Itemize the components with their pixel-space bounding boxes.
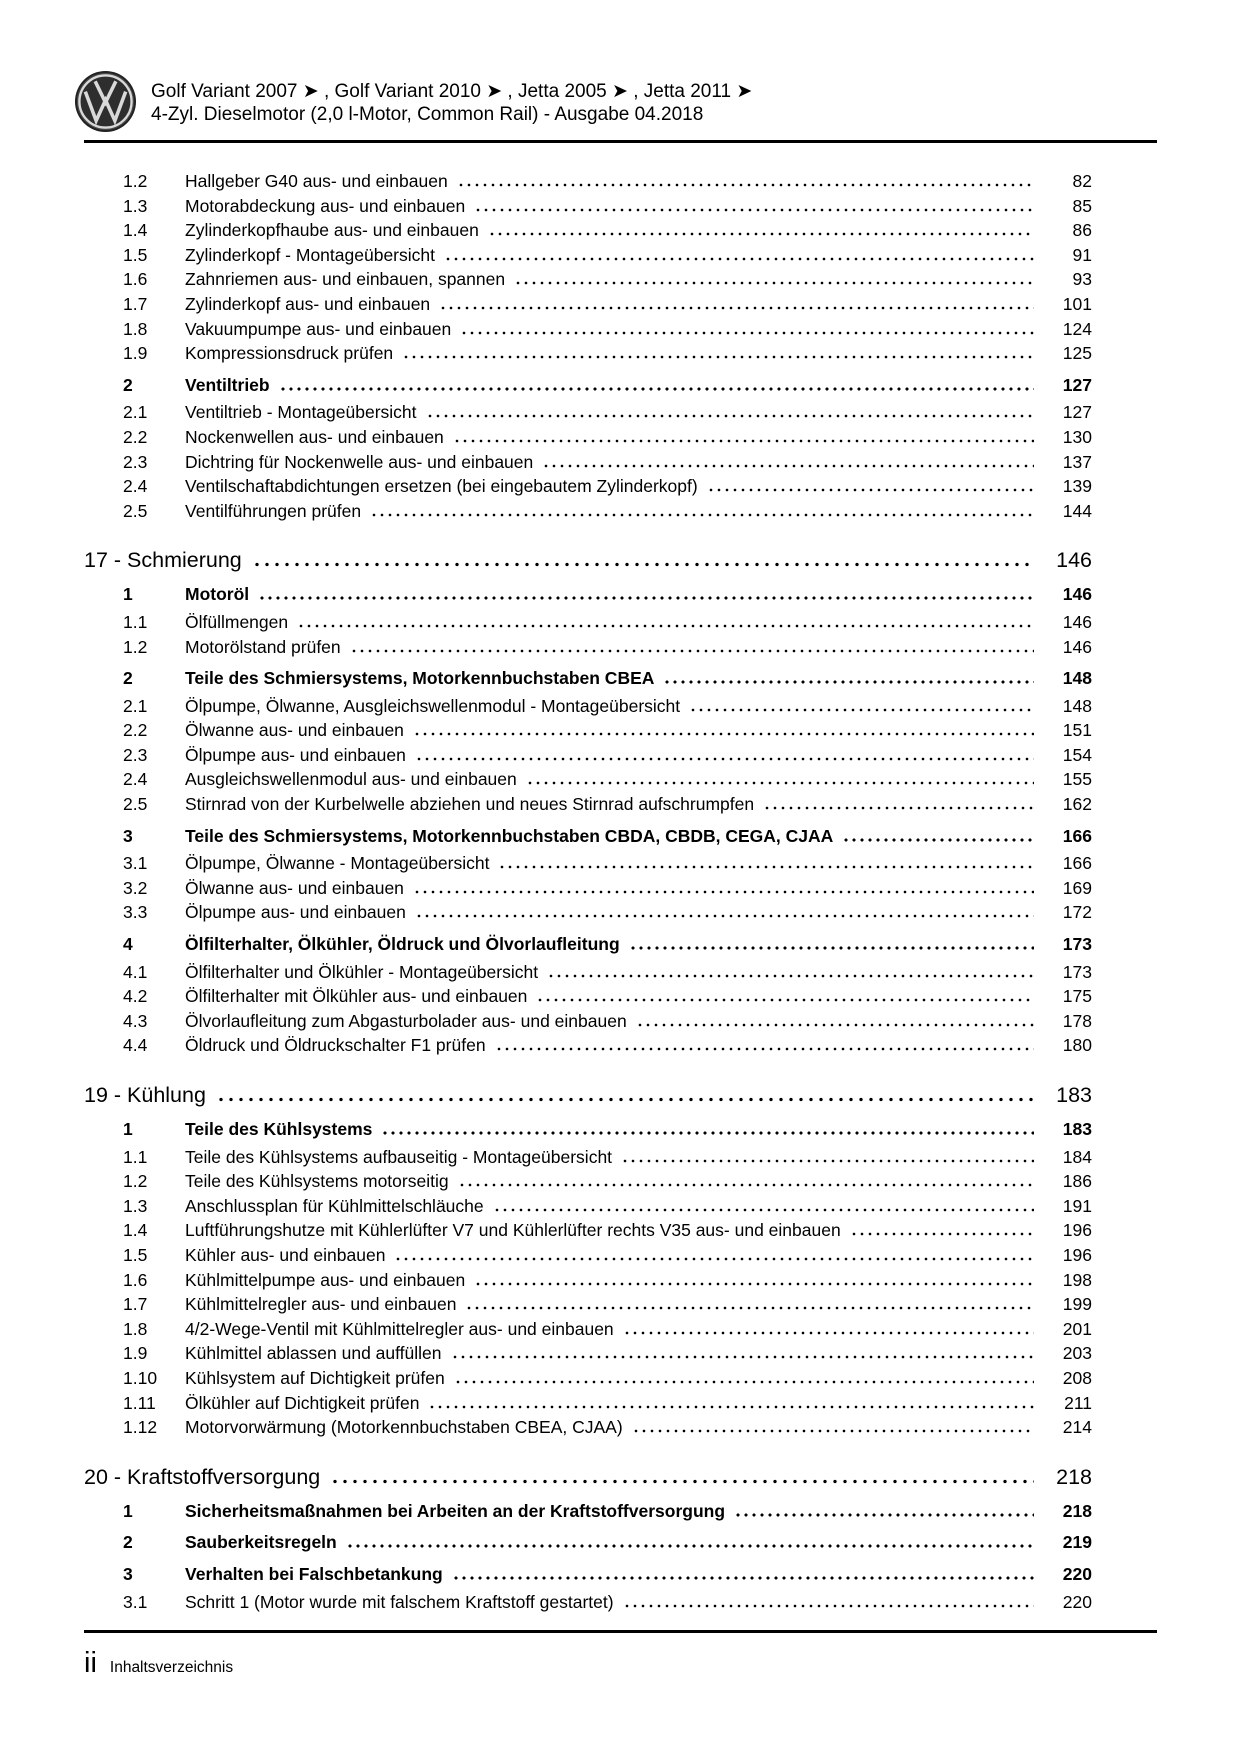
toc-entry: [84, 1391, 1092, 1416]
entry-number: 3: [123, 825, 133, 846]
toc-entry: [84, 218, 1092, 243]
entry-title: Ausgleichswellenmodul aus- und einbauen: [185, 769, 517, 790]
entry-number: 1.4: [123, 220, 148, 241]
entry-number: 3: [123, 1563, 133, 1584]
entry-page-number: 199: [1062, 1294, 1092, 1315]
entry-title: Ölfüllmengen: [185, 611, 289, 632]
entry-number: 1.2: [123, 171, 148, 191]
dot-leader: [451, 1355, 1034, 1359]
entry-number: 1: [123, 1119, 133, 1139]
entry-number: 1.1: [123, 611, 148, 632]
dot-leader: [526, 781, 1034, 785]
toc-entry: [84, 1562, 1092, 1587]
entry-number: 2: [123, 668, 133, 689]
entry-number: 1.1: [123, 1146, 148, 1167]
dot-leader: [350, 649, 1034, 653]
entry-title: Nockenwellen aus- und einbauen: [185, 426, 444, 447]
dot-leader: [460, 331, 1034, 335]
entry-page-number: 127: [1062, 402, 1092, 423]
entry-title: Ölfilterhalter und Ölkühler - Montageübersicht: [185, 961, 539, 982]
entry-title: Kühlmittelpumpe aus- und einbauen: [185, 1269, 466, 1290]
dot-leader: [458, 1183, 1034, 1187]
toc-entry: [84, 900, 1092, 925]
entry-number: 1.12: [123, 1417, 158, 1438]
entry-page-number: 166: [1062, 853, 1092, 874]
dot-leader: [297, 624, 1034, 628]
toc-entry: [84, 876, 1092, 901]
entry-page-number: 151: [1062, 720, 1092, 741]
toc-entry: [84, 1590, 1092, 1615]
entry-page-number: 146: [1062, 584, 1092, 605]
toc-entry: [84, 1218, 1092, 1243]
dot-leader: [413, 890, 1034, 894]
toc-entry: [84, 267, 1092, 292]
entry-number: 1.5: [123, 1244, 148, 1265]
toc-entry: [84, 792, 1092, 817]
dot-leader: [542, 464, 1034, 468]
toc-entry: [84, 1292, 1092, 1317]
entry-title: Ventiltrieb: [185, 374, 270, 395]
entry-title: Teile des Schmiersystems, Motorkennbuchstaben CBEA: [185, 668, 655, 689]
entry-page-number: 201: [1062, 1318, 1092, 1339]
entry-title: Motorabdeckung aus- und einbauen: [185, 195, 466, 216]
dot-leader: [689, 708, 1034, 712]
toc-entry: [84, 450, 1092, 475]
dot-leader: [465, 1306, 1034, 1310]
toc-entry: [84, 1243, 1092, 1268]
entry-page-number: 178: [1062, 1010, 1092, 1031]
entry-page-number: 175: [1062, 986, 1092, 1007]
entry-page-number: 85: [1072, 195, 1092, 216]
entry-number: 3.1: [123, 1591, 148, 1612]
toc-entry: [84, 474, 1092, 499]
entry-number: 1.7: [123, 1294, 148, 1315]
section-page-number: 218: [1056, 1464, 1092, 1489]
entry-number: 2.4: [123, 476, 148, 497]
entry-title: Sicherheitsmaßnahmen bei Arbeiten an der Kraftstoffversorgung: [185, 1500, 726, 1521]
dot-leader: [493, 1208, 1034, 1212]
header-engine-line: 4-Zyl. Dieselmotor (2,0 l-Motor, Common Rail) - Ausgabe 04.2018: [151, 103, 704, 125]
entry-page-number: 172: [1062, 902, 1092, 923]
entry-page-number: 166: [1062, 825, 1092, 846]
toc-entry: [84, 824, 1092, 849]
entry-number: 1: [123, 584, 133, 605]
entry-page-number: 169: [1062, 877, 1092, 898]
dot-leader: [415, 757, 1034, 761]
entry-page-number: 130: [1062, 426, 1092, 447]
entry-number: 2: [123, 374, 133, 395]
entry-number: 2.4: [123, 769, 148, 790]
toc-entry: [84, 984, 1092, 1009]
entry-number: 2.2: [123, 426, 148, 447]
entry-page-number: 196: [1062, 1220, 1092, 1241]
entry-page-number: 220: [1062, 1591, 1092, 1612]
entry-number: 2.3: [123, 744, 148, 765]
toc-entry: [84, 1317, 1092, 1342]
entry-page-number: 154: [1062, 744, 1092, 765]
toc-entry: [84, 635, 1092, 660]
section-title: 17 - Schmierung: [84, 548, 242, 573]
dot-leader: [457, 183, 1034, 187]
toc-entry: [84, 694, 1092, 719]
entry-title: Ventilschaftabdichtungen ersetzen (bei eingebautem Zylinderkopf): [185, 476, 698, 497]
entry-title: Motorölstand prüfen: [185, 636, 341, 657]
entry-title: Ölfilterhalter, Ölkühler, Öldruck und Ölvorlaufleitung: [185, 934, 620, 955]
entry-page-number: 208: [1062, 1367, 1092, 1388]
toc-entry: [84, 292, 1092, 317]
entry-number: 2.3: [123, 451, 148, 472]
dot-leader: [623, 1331, 1034, 1335]
toc-entry: [84, 718, 1092, 743]
entry-page-number: 93: [1072, 269, 1092, 290]
entry-number: 1.9: [123, 1343, 148, 1364]
document-title: [151, 78, 752, 126]
toc-entry: [84, 1499, 1092, 1524]
section-title: 19 - Kühlung: [84, 1083, 206, 1107]
toc-entry: [84, 243, 1092, 268]
entry-title: Schritt 1 (Motor wurde mit falschem Kraftstoff gestartet): [185, 1591, 614, 1612]
entry-title: Kühlsystem auf Dichtigkeit prüfen: [185, 1367, 445, 1388]
dot-leader: [426, 414, 1034, 418]
toc-entry: [84, 1117, 1092, 1142]
dot-leader: [495, 1047, 1034, 1051]
entry-title: Teile des Kühlsystems aufbauseitig - Montageübersicht: [185, 1146, 613, 1167]
entry-page-number: 101: [1062, 293, 1092, 314]
toc-entry: [84, 932, 1092, 957]
entry-title: Ölwanne aus- und einbauen: [185, 720, 404, 741]
dot-leader: [346, 1544, 1034, 1548]
dot-leader: [636, 1023, 1034, 1027]
entry-number: 4.1: [123, 961, 148, 982]
dot-leader: [707, 488, 1034, 492]
entry-number: 1.5: [123, 244, 148, 265]
dot-leader: [850, 1232, 1034, 1236]
dot-leader: [370, 513, 1034, 517]
entry-page-number: 219: [1062, 1532, 1092, 1553]
entry-title: Stirnrad von der Kurbelwelle abziehen und neues Stirnrad aufschrumpfen: [185, 794, 755, 815]
entry-title: Ventilführungen prüfen: [185, 500, 362, 521]
section-page-number: 183: [1056, 1083, 1092, 1107]
entry-number: 1: [123, 1500, 133, 1521]
entry-title: Zylinderkopfhaube aus- und einbauen: [185, 220, 479, 241]
dot-leader: [279, 387, 1034, 391]
entry-page-number: 144: [1062, 500, 1092, 521]
dot-leader: [632, 1429, 1034, 1433]
dot-leader: [514, 281, 1034, 285]
entry-title: Ölfilterhalter mit Ölkühler aus- und einbauen: [185, 986, 528, 1007]
header-divider: [84, 140, 1157, 143]
entry-title: Verhalten bei Falschbetankung: [185, 1563, 443, 1584]
entry-title: Ventiltrieb - Montageübersicht: [185, 402, 417, 423]
dot-leader: [536, 998, 1034, 1002]
toc-entry: [84, 1530, 1092, 1555]
toc-entry: [84, 960, 1092, 985]
dot-leader: [474, 1282, 1034, 1286]
entry-number: 1.3: [123, 1195, 148, 1216]
entry-number: 1.7: [123, 293, 148, 314]
entry-title: Teile des Kühlsystems motorseitig: [185, 1171, 449, 1192]
footer-page-number: ii: [84, 1647, 97, 1680]
dot-leader: [394, 1257, 1034, 1261]
toc-entry: [84, 1169, 1092, 1194]
entry-page-number: 173: [1062, 961, 1092, 982]
section-title: 20 - Kraftstoffversorgung: [84, 1464, 321, 1489]
entry-title: Kühler aus- und einbauen: [185, 1244, 386, 1265]
entry-title: Zahnriemen aus- und einbauen, spannen: [185, 269, 506, 290]
toc-entry: [84, 1145, 1092, 1170]
entry-page-number: 180: [1062, 1035, 1092, 1056]
entry-number: 2: [123, 1532, 133, 1553]
entry-page-number: 211: [1064, 1392, 1092, 1413]
entry-page-number: 186: [1062, 1171, 1092, 1192]
entry-number: 2.5: [123, 794, 148, 815]
entry-page-number: 203: [1062, 1343, 1092, 1364]
entry-page-number: 124: [1062, 318, 1092, 339]
toc-entry: [84, 851, 1092, 876]
dot-leader: [439, 306, 1034, 310]
entry-number: 3.3: [123, 902, 148, 923]
toc-section-header: [84, 545, 1092, 575]
entry-number: 1.11: [123, 1392, 156, 1413]
toc-entry: [84, 610, 1092, 635]
toc-entry: [84, 743, 1092, 768]
entry-title: Zylinderkopf - Montageübersicht: [185, 244, 435, 265]
entry-number: 4.2: [123, 986, 148, 1007]
page-header: [0, 0, 1240, 133]
entry-title: Motorvorwärmung (Motorkennbuchstaben CBEA, CJAA): [185, 1417, 623, 1438]
entry-number: 2.1: [123, 402, 148, 423]
entry-page-number: 183: [1062, 1119, 1092, 1139]
dot-leader: [402, 355, 1034, 359]
entry-title: Ölpumpe aus- und einbauen: [185, 902, 406, 923]
table-of-contents: [84, 169, 1092, 1614]
header-models-line: Golf Variant 2007 ➤ , Golf Variant 2010 ➤ , Jetta 2005 ➤ , Jetta 2011 ➤: [151, 80, 753, 102]
toc-entry: [84, 373, 1092, 398]
entry-title: Ölwanne aus- und einbauen: [185, 877, 404, 898]
entry-number: 1.2: [123, 1171, 148, 1192]
dot-leader: [498, 865, 1034, 869]
entry-page-number: 220: [1062, 1563, 1092, 1584]
dot-leader: [330, 1479, 1034, 1484]
entry-title: Zylinderkopf aus- und einbauen: [185, 293, 431, 314]
dot-leader: [428, 1405, 1034, 1409]
entry-number: 1.2: [123, 636, 148, 657]
entry-title: Teile des Kühlsystems: [185, 1119, 373, 1139]
entry-number: 4.4: [123, 1035, 148, 1056]
entry-number: 1.4: [123, 1220, 148, 1241]
toc-section-header: [84, 1080, 1092, 1110]
page-footer: [84, 1647, 1156, 1679]
dot-leader: [453, 439, 1034, 443]
vw-logo-icon: [74, 70, 137, 133]
dot-leader: [842, 838, 1034, 842]
toc-entry: [84, 1341, 1092, 1366]
dot-leader: [763, 806, 1034, 810]
toc-entry: [84, 317, 1092, 342]
entry-page-number: 146: [1062, 611, 1092, 632]
entry-number: 1.3: [123, 195, 148, 216]
toc-entry: [84, 666, 1092, 691]
entry-number: 3.2: [123, 877, 148, 898]
dot-leader: [621, 1159, 1034, 1163]
dot-leader: [415, 914, 1034, 918]
dot-leader: [663, 680, 1034, 684]
entry-number: 2.5: [123, 500, 148, 521]
entry-page-number: 198: [1062, 1269, 1092, 1290]
toc-entry: [84, 341, 1092, 366]
dot-leader: [444, 257, 1034, 261]
entry-number: 2.1: [123, 695, 148, 716]
entry-page-number: 184: [1062, 1146, 1092, 1167]
entry-page-number: 125: [1062, 343, 1092, 364]
entry-title: Kühlmittelregler aus- und einbauen: [185, 1294, 457, 1315]
entry-title: Sauberkeitsregeln: [185, 1532, 337, 1553]
dot-leader: [252, 562, 1034, 567]
entry-title: Kühlmittel ablassen und auffüllen: [185, 1343, 442, 1364]
entry-page-number: 155: [1062, 769, 1092, 790]
entry-title: Ölpumpe aus- und einbauen: [185, 744, 406, 765]
dot-leader: [623, 1604, 1034, 1608]
dot-leader: [488, 232, 1034, 236]
entry-number: 1.6: [123, 269, 148, 290]
entry-title: Ölpumpe, Ölwanne - Montageübersicht: [185, 853, 490, 874]
dot-leader: [258, 596, 1034, 600]
entry-page-number: 91: [1072, 244, 1092, 265]
entry-page-number: 162: [1062, 794, 1092, 815]
toc-entry: [84, 582, 1092, 607]
dot-leader: [216, 1097, 1034, 1102]
entry-number: 1.9: [123, 343, 148, 364]
entry-number: 4.3: [123, 1010, 148, 1031]
entry-page-number: 214: [1062, 1417, 1092, 1438]
entry-title: Luftführungshutze mit Kühlerlüfter V7 und Kühlerlüfter rechts V35 aus- und einbauen: [185, 1220, 841, 1241]
toc-entry: [84, 400, 1092, 425]
entry-page-number: 137: [1062, 451, 1092, 472]
entry-number: 4: [123, 934, 133, 955]
entry-page-number: 148: [1062, 695, 1092, 716]
entry-number: 1.10: [123, 1367, 158, 1388]
dot-leader: [452, 1576, 1034, 1580]
toc-entry: [84, 194, 1092, 219]
toc-entry: [84, 1033, 1092, 1058]
entry-number: 3.1: [123, 853, 148, 874]
entry-title: Kompressionsdruck prüfen: [185, 343, 394, 364]
entry-title: Hallgeber G40 aus- und einbauen: [185, 171, 448, 191]
entry-number: 1.8: [123, 318, 148, 339]
toc-entry: [84, 1415, 1092, 1440]
entry-title: Ölvorlaufleitung zum Abgasturbolader aus- und einbauen: [185, 1010, 627, 1031]
toc-entry: [84, 767, 1092, 792]
entry-title: Teile des Schmiersystems, Motorkennbuchstaben CBDA, CBDB, CEGA, CJAA: [185, 825, 834, 846]
entry-page-number: 146: [1062, 636, 1092, 657]
entry-title: Vakuumpumpe aus- und einbauen: [185, 318, 452, 339]
entry-page-number: 82: [1072, 171, 1092, 191]
entry-number: 1.6: [123, 1269, 148, 1290]
entry-title: Dichtring für Nockenwelle aus- und einbauen: [185, 451, 534, 472]
dot-leader: [629, 946, 1034, 950]
dot-leader: [413, 732, 1034, 736]
dot-leader: [474, 208, 1034, 212]
footer-label: Inhaltsverzeichnis: [109, 1659, 234, 1677]
entry-page-number: 173: [1062, 934, 1092, 955]
toc-entry: [84, 1366, 1092, 1391]
entry-page-number: 139: [1062, 476, 1092, 497]
entry-page-number: 148: [1062, 668, 1092, 689]
entry-title: Ölpumpe, Ölwanne, Ausgleichswellenmodul - Montageübersicht: [185, 695, 681, 716]
toc-entry: [84, 1009, 1092, 1034]
entry-title: Öldruck und Öldruckschalter F1 prüfen: [185, 1035, 486, 1056]
toc-section-header: [84, 1462, 1092, 1492]
entry-title: Motoröl: [185, 584, 250, 605]
toc-entry: [84, 425, 1092, 450]
entry-title: Anschlussplan für Kühlmittelschläuche: [185, 1195, 484, 1216]
toc-entry: [84, 1268, 1092, 1293]
entry-title: Ölkühler auf Dichtigkeit prüfen: [185, 1392, 420, 1413]
footer-divider: [84, 1630, 1157, 1633]
dot-leader: [547, 974, 1034, 978]
entry-title: 4/2-Wege-Ventil mit Kühlmittelregler aus- und einbauen: [185, 1318, 614, 1339]
entry-page-number: 218: [1062, 1500, 1092, 1521]
entry-number: 1.8: [123, 1318, 148, 1339]
toc-entry: [84, 169, 1092, 194]
dot-leader: [454, 1380, 1034, 1384]
dot-leader: [734, 1513, 1034, 1517]
entry-page-number: 191: [1062, 1195, 1092, 1216]
section-page-number: 146: [1056, 548, 1092, 573]
toc-entry: [84, 1194, 1092, 1219]
dot-leader: [381, 1131, 1034, 1135]
entry-page-number: 196: [1062, 1244, 1092, 1265]
toc-entry: [84, 499, 1092, 524]
entry-page-number: 127: [1062, 374, 1092, 395]
entry-number: 2.2: [123, 720, 148, 741]
entry-page-number: 86: [1072, 220, 1092, 241]
